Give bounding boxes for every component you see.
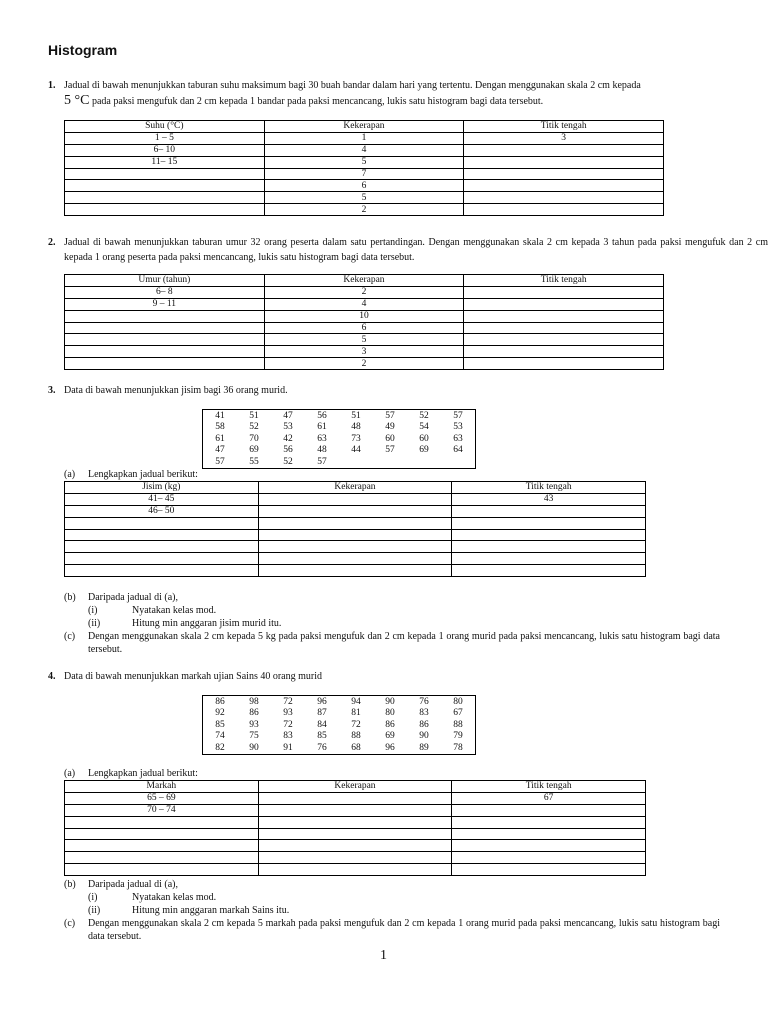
table-cell [258,828,452,840]
part-text: Daripada jadual di (a), [88,592,178,603]
table-cell: 49 [385,422,395,433]
table-row [65,156,664,168]
table-row [65,565,646,577]
part-b-ii [88,617,281,630]
column-header: Markah [65,781,259,793]
question-number: 2. [48,237,56,248]
table-cell: 5 [264,192,464,204]
table-cell: 89 [419,742,429,753]
question-text-part-a: Jadual di bawah menunjukkan taburan suhu maksimum bagi 30 buah bandar dalam hari yang tertentu. Dengan menggunakan skala 2 cm kepada [64,80,641,91]
table-cell: 67 [452,792,646,804]
table-cell [65,346,265,358]
table-cell [65,529,259,541]
table-row [65,804,646,816]
table-row [65,298,664,310]
table-cell: 72 [283,719,293,730]
table-cell: 7 [264,168,464,180]
table-cell: 87 [317,708,327,719]
table-cell: 79 [453,731,463,742]
part-b [64,878,178,891]
table-header-row [65,275,664,287]
column-header: Titik tengah [452,781,646,793]
table-row [65,204,664,216]
table-cell: 86 [215,696,225,707]
part-label: (c) [64,918,76,929]
table-row [203,708,476,720]
table-row [203,422,476,434]
table-row [203,456,476,468]
table-cell: 74 [215,731,225,742]
table-cell [258,816,452,828]
part-text: Dengan menggunakan skala 2 cm kepada 5 kg pada paksi mengufuk dan 2 cm kepada 1 orang murid pada paksi mencancang, lukis satu histogram bagi data tersebut. [88,631,720,655]
table-row [65,358,664,370]
table-cell [65,192,265,204]
page-number: 1 [380,948,387,963]
table-cell: 3 [264,346,464,358]
part-label: (ii) [88,618,101,629]
table-cell: 93 [249,719,259,730]
table-cell: 80 [385,708,395,719]
table-cell: 4 [264,298,464,310]
table-cell: 6 [264,180,464,192]
table-cell: 91 [283,742,293,753]
table-cell [464,298,664,310]
table-cell: 2 [264,286,464,298]
table-cell: 85 [317,731,327,742]
table-cell [464,144,664,156]
table-cell: 41 [215,410,225,421]
table-cell: 57 [317,456,327,467]
table-cell: 1 [264,132,464,144]
table-cell: 48 [351,422,361,433]
table-cell: 10 [264,310,464,322]
table-cell [464,358,664,370]
table-cell: 90 [419,731,429,742]
table-cell [65,310,265,322]
table-cell: 80 [453,696,463,707]
table-cell: 86 [419,719,429,730]
frequency-table-4 [64,780,646,876]
table-cell [452,840,646,852]
table-row [65,505,646,517]
part-text: Hitung min anggaran jisim murid itu. [132,618,282,629]
table-cell: 2 [264,204,464,216]
table-cell: 41– 45 [65,493,259,505]
table-row [203,445,476,457]
table-cell: 5 [264,334,464,346]
table-cell [65,864,259,876]
table-cell: 82 [215,742,225,753]
column-header: Suhu (°C) [65,121,265,133]
part-label: (i) [88,892,98,903]
table-cell: 68 [351,742,361,753]
table-row [65,828,646,840]
table-cell [65,828,259,840]
table-cell: 47 [283,410,293,421]
table-cell: 60 [385,433,395,444]
table-cell: 53 [453,422,463,433]
part-text: Hitung min anggaran markah Sains itu. [132,905,290,916]
table-cell [258,804,452,816]
table-cell [452,541,646,553]
part-a-label [64,767,198,780]
table-cell: 42 [283,433,293,444]
table-row [203,696,476,708]
table-cell: 56 [283,445,293,456]
table-cell: 4 [264,144,464,156]
table-cell [65,553,259,565]
part-text: Dengan menggunakan skala 2 cm kepada 5 markah pada paksi mengufuk dan 2 cm kepada 1 orang murid pada paksi mencancang, lukis satu histogram bagi data tersebut. [88,918,720,942]
part-text: Nyatakan kelas mod. [132,892,217,903]
table-cell: 52 [419,410,429,421]
table-cell [452,529,646,541]
column-header: Kekerapan [264,275,464,287]
table-cell: 90 [249,742,259,753]
table-cell: 72 [283,696,293,707]
table-row [203,742,476,754]
table-cell: 52 [249,422,259,433]
table-cell: 11– 15 [65,156,265,168]
table-cell [258,553,452,565]
question-text: Jadual di bawah menunjukkan taburan umur 32 orang peserta dalam satu pertandingan. Dengan menggunakan skala 2 cm kepada 3 tahun pada paksi mengufuk dan 2 cm kepada 1 orang peserta pada paksi mencancang, lukis satu histogram bagi data tersebut. [64,237,768,263]
question-text: Data di bawah menunjukkan markah ujian Sains 40 orang murid [64,671,322,682]
part-c [64,917,720,943]
table-cell [65,852,259,864]
table-cell: 92 [215,708,225,719]
table-cell [464,156,664,168]
table-cell: 6– 8 [65,286,265,298]
table-row [65,541,646,553]
table-row [65,529,646,541]
data-grid-3 [202,409,476,469]
table-cell: 63 [453,433,463,444]
table-cell [65,840,259,852]
table-cell [65,541,259,553]
table-cell [464,286,664,298]
table-row [65,864,646,876]
table-cell: 88 [351,731,361,742]
table-cell [65,180,265,192]
part-label: (b) [64,592,76,603]
table-cell: 6 [264,322,464,334]
table-cell: 9 – 11 [65,298,265,310]
table-cell: 86 [385,719,395,730]
table-cell: 69 [419,445,429,456]
table-cell [464,192,664,204]
question-number: 1. [48,80,56,91]
column-header: Kekerapan [264,121,464,133]
table-cell: 61 [317,422,327,433]
table-cell [464,334,664,346]
table-cell [65,816,259,828]
table-cell [452,553,646,565]
table-cell [339,456,373,468]
table-row [65,816,646,828]
table-row [65,168,664,180]
table-cell [452,864,646,876]
table-row [65,517,646,529]
table-cell: 76 [419,696,429,707]
table-cell [452,517,646,529]
part-text: Lengkapkan jadual berikut: [88,469,198,480]
table-cell: 51 [351,410,361,421]
table-cell: 69 [249,445,259,456]
table-cell [464,168,664,180]
table-cell: 52 [283,456,293,467]
table-cell [65,204,265,216]
table-cell [441,456,476,468]
table-row [65,310,664,322]
table-row [203,719,476,731]
table-cell: 57 [385,410,395,421]
table-cell: 48 [317,445,327,456]
part-c [64,630,720,656]
table-row [65,286,664,298]
column-header: Umur (tahun) [65,275,265,287]
part-a-label [64,468,198,481]
table-cell: 70 – 74 [65,804,259,816]
table-cell: 58 [215,422,225,433]
table-cell: 63 [317,433,327,444]
part-label: (a) [64,469,76,480]
table-row [65,346,664,358]
table-cell: 76 [317,742,327,753]
question-number: 3. [48,385,56,396]
table-cell [65,334,265,346]
table-cell [373,456,407,468]
table-cell [65,358,265,370]
table-row [203,410,476,422]
table-cell: 57 [215,456,225,467]
table-cell [65,517,259,529]
table-cell: 64 [453,445,463,456]
part-label: (i) [88,605,98,616]
table-header-row [65,121,664,133]
table-cell [258,792,452,804]
column-header: Kekerapan [258,781,452,793]
table-cell: 2 [264,358,464,370]
table-cell: 57 [385,445,395,456]
part-text: Lengkapkan jadual berikut: [88,768,198,779]
part-b-i [88,604,216,617]
table-cell [452,852,646,864]
table-cell: 51 [249,410,259,421]
table-cell: 73 [351,433,361,444]
table-cell: 83 [283,731,293,742]
column-header: Titik tengah [452,482,646,494]
table-cell [65,168,265,180]
table-cell: 61 [215,433,225,444]
table-cell: 44 [351,445,361,456]
table-cell [452,565,646,577]
table-cell: 69 [385,731,395,742]
table-cell [258,840,452,852]
table-cell: 46– 50 [65,505,259,517]
question-text-part-b: pada paksi mengufuk dan 2 cm kepada 1 bandar pada paksi mencancang, lukis satu histogram bagi data tersebut. [91,96,544,107]
table-header-row [65,482,646,494]
table-cell: 65 – 69 [65,792,259,804]
table-cell: 93 [283,708,293,719]
part-label: (b) [64,879,76,890]
table-cell: 6– 10 [65,144,265,156]
table-cell [464,204,664,216]
data-grid-4 [202,695,476,755]
table-header-row [65,781,646,793]
table-cell: 85 [215,719,225,730]
table-cell [258,864,452,876]
table-cell: 43 [452,493,646,505]
table-row [203,433,476,445]
table-cell: 56 [317,410,327,421]
table-cell: 96 [317,696,327,707]
part-b-i [88,891,216,904]
table-cell: 57 [453,410,463,421]
table-row [65,180,664,192]
part-label: (ii) [88,905,101,916]
table-cell [258,505,452,517]
question-text [64,78,768,109]
page-title: Histogram [48,42,118,58]
table-cell [65,322,265,334]
table-row [65,144,664,156]
part-label: (a) [64,768,76,779]
column-header: Titik tengah [464,275,664,287]
table-cell [407,456,441,468]
table-cell [464,180,664,192]
table-cell [258,529,452,541]
table-cell: 60 [419,433,429,444]
table-cell: 88 [453,719,463,730]
table-row [65,493,646,505]
table-cell: 55 [249,456,259,467]
question-number: 4. [48,671,56,682]
table-cell [258,517,452,529]
part-b-ii [88,904,289,917]
table-cell: 70 [249,433,259,444]
table-cell: 47 [215,445,225,456]
table-cell: 81 [351,708,361,719]
column-header: Titik tengah [464,121,664,133]
table-cell [258,493,452,505]
frequency-table-2 [64,274,664,370]
table-row [65,553,646,565]
table-row [65,192,664,204]
frequency-table-3 [64,481,646,577]
table-cell [464,310,664,322]
table-cell: 54 [419,422,429,433]
part-text: Daripada jadual di (a), [88,879,178,890]
table-cell: 98 [249,696,259,707]
table-cell [258,852,452,864]
table-cell [452,828,646,840]
table-cell: 83 [419,708,429,719]
table-row [65,132,664,144]
table-row [65,322,664,334]
table-cell: 1 – 5 [65,132,265,144]
table-cell: 96 [385,742,395,753]
table-cell [258,541,452,553]
table-cell: 67 [453,708,463,719]
table-cell: 75 [249,731,259,742]
table-cell: 86 [249,708,259,719]
table-cell [452,816,646,828]
table-cell [258,565,452,577]
column-header: Kekerapan [258,482,452,494]
frequency-table-1 [64,120,664,216]
table-cell [464,346,664,358]
table-cell [452,804,646,816]
table-cell: 78 [453,742,463,753]
table-cell [452,505,646,517]
table-row [203,731,476,743]
table-cell [464,322,664,334]
table-row [65,792,646,804]
unit-label: 5 °C [64,93,90,108]
table-cell: 94 [351,696,361,707]
question-text: Data di bawah menunjukkan jisim bagi 36 orang murid. [64,385,288,396]
table-cell: 90 [385,696,395,707]
column-header: Jisim (kg) [65,482,259,494]
table-cell: 84 [317,719,327,730]
table-row [65,852,646,864]
table-cell [65,565,259,577]
part-b [64,591,178,604]
table-row [65,334,664,346]
part-text: Nyatakan kelas mod. [132,605,217,616]
table-row [65,840,646,852]
part-label: (c) [64,631,76,642]
table-cell: 72 [351,719,361,730]
table-cell: 5 [264,156,464,168]
table-cell: 3 [464,132,664,144]
table-cell: 53 [283,422,293,433]
